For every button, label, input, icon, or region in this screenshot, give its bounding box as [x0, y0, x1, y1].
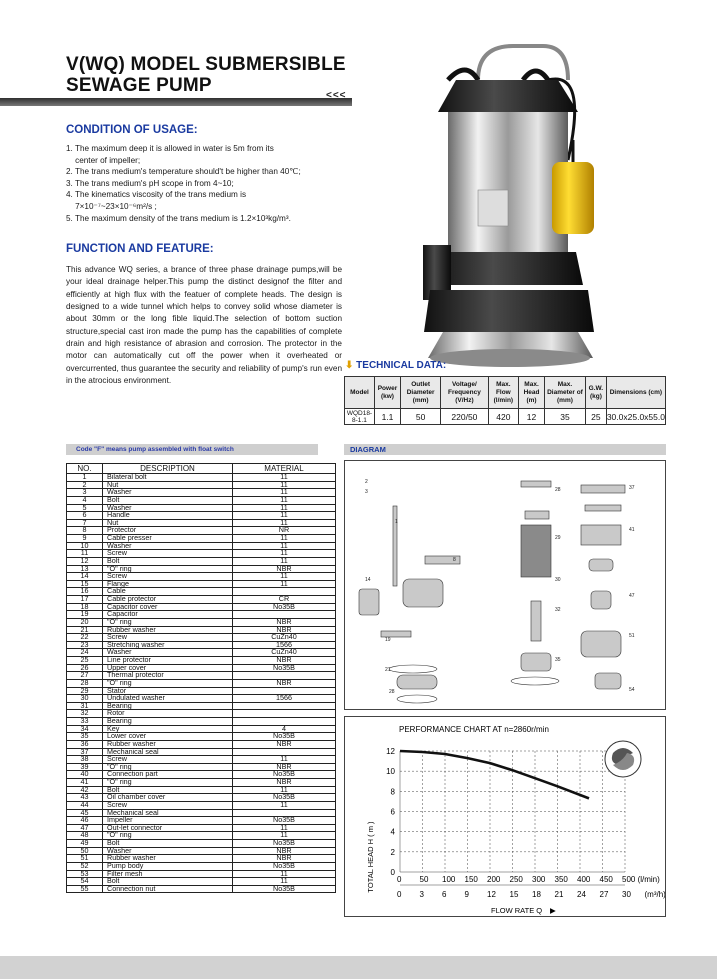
parts-cell-desc: Washer: [103, 504, 233, 512]
y-tick-label: 10: [386, 767, 395, 777]
parts-cell-no: 33: [67, 718, 103, 726]
parts-cell-no: 16: [67, 588, 103, 596]
parts-cell-mat: NBR: [233, 740, 336, 748]
parts-cell-no: 34: [67, 725, 103, 733]
parts-cell-no: 24: [67, 649, 103, 657]
parts-cell-mat: 11: [233, 489, 336, 497]
title-rule: [0, 98, 352, 106]
parts-body: [67, 474, 336, 893]
technical-header-row: [345, 377, 666, 409]
parts-cell-desc: Lower cover: [103, 733, 233, 741]
parts-cell-desc: Screw: [103, 573, 233, 581]
y-tick-labels: [386, 747, 395, 877]
parts-cell-no: 7: [67, 519, 103, 527]
technical-value-cell: 50: [401, 409, 441, 425]
y-tick-label: 2: [390, 847, 395, 857]
parts-cell-mat: NBR: [233, 847, 336, 855]
parts-cell-desc: Screw: [103, 801, 233, 809]
title-line-1: V(WQ) MODEL SUBMERSIBLE: [66, 54, 346, 75]
parts-cell-desc: Washer: [103, 542, 233, 550]
technical-value-cell: 35: [544, 409, 585, 425]
x-tick-label-lpm: 50: [419, 875, 429, 884]
parts-cell-no: 55: [67, 885, 103, 893]
x-tick-label-m3h: 30: [622, 890, 631, 899]
parts-cell-desc: Bolt: [103, 840, 233, 848]
parts-cell-mat: 11: [233, 801, 336, 809]
svg-text:35: 35: [555, 657, 561, 663]
parts-cell-mat: 1566: [233, 695, 336, 703]
parts-cell-desc: Mechanical seal: [103, 809, 233, 817]
parts-cell-mat: CuZn40: [233, 634, 336, 642]
parts-cell-mat: NBR: [233, 618, 336, 626]
technical-value-cell: 220/50: [441, 409, 488, 425]
parts-header-cell: MATERIAL: [233, 464, 336, 474]
parts-cell-desc: Bilateral bolt: [103, 474, 233, 482]
x-tick-label-lpm: 450: [599, 875, 613, 884]
parts-cell-mat: 11: [233, 512, 336, 520]
parts-cell-mat: 1566: [233, 641, 336, 649]
parts-cell-no: 5: [67, 504, 103, 512]
x-tick-labels-m3h: [397, 890, 665, 899]
parts-cell-no: 48: [67, 832, 103, 840]
parts-cell-no: 47: [67, 824, 103, 832]
parts-cell-desc: Bolt: [103, 786, 233, 794]
x-tick-label-lpm: 100: [442, 875, 456, 884]
svg-text:37: 37: [629, 485, 635, 491]
parts-cell-no: 17: [67, 596, 103, 604]
x-tick-label-lpm: 250: [509, 875, 523, 884]
parts-cell-mat: No35B: [233, 733, 336, 741]
parts-cell-mat: CuZn40: [233, 649, 336, 657]
parts-cell-mat: No35B: [233, 885, 336, 893]
technical-header-cell: Voltage/ Frequency (V/Hz): [441, 377, 488, 409]
parts-cell-mat: No35B: [233, 603, 336, 611]
parts-cell-no: 22: [67, 634, 103, 642]
parts-cell-mat: 4: [233, 725, 336, 733]
x-tick-label-m3h: 3: [419, 890, 424, 899]
y-tick-label: 8: [390, 787, 395, 797]
arrow-down-icon: ⬇: [345, 360, 354, 371]
parts-cell-mat: [233, 710, 336, 718]
parts-cell-mat: 11: [233, 519, 336, 527]
svg-text:3: 3: [365, 489, 368, 495]
parts-cell-mat: [233, 702, 336, 710]
svg-text:51: 51: [629, 633, 635, 639]
svg-text:21: 21: [385, 667, 391, 673]
parts-cell-mat: NBR: [233, 855, 336, 863]
parts-cell-mat: 11: [233, 542, 336, 550]
parts-row: [67, 885, 336, 893]
parts-cell-desc: Handle: [103, 512, 233, 520]
parts-cell-mat: NBR: [233, 626, 336, 634]
parts-cell-mat: 11: [233, 580, 336, 588]
parts-cell-mat: 11: [233, 535, 336, 543]
parts-cell-desc: Stretching washer: [103, 641, 233, 649]
parts-cell-no: 13: [67, 565, 103, 573]
footer-bar: [0, 956, 717, 979]
parts-cell-no: 11: [67, 550, 103, 558]
exploded-diagram: [344, 460, 666, 710]
condition-item: 5. The maximum density of the trans medium is 1.2×10³kg/m³.: [66, 213, 291, 223]
parts-cell-no: 25: [67, 657, 103, 665]
x-tick-label-m3h: 15: [509, 890, 519, 899]
parts-cell-desc: Bolt: [103, 557, 233, 565]
parts-cell-no: 44: [67, 801, 103, 809]
technical-value-cell: 30.0x25.0x55.0: [606, 409, 665, 425]
parts-cell-desc: Washer: [103, 489, 233, 497]
parts-cell-no: 28: [67, 679, 103, 687]
y-tick-label: 4: [390, 827, 395, 837]
parts-cell-mat: NBR: [233, 657, 336, 665]
parts-cell-desc: Impeller: [103, 817, 233, 825]
parts-cell-mat: 11: [233, 824, 336, 832]
parts-cell-mat: No35B: [233, 794, 336, 802]
technical-heading-label: TECHNICAL DATA:: [356, 360, 447, 371]
parts-cell-no: 51: [67, 855, 103, 863]
x-tick-label-m3h: 18: [532, 890, 541, 899]
x-tick-label-m3h: (m³/h): [644, 890, 665, 899]
parts-cell-no: 31: [67, 702, 103, 710]
parts-cell-desc: Protector: [103, 527, 233, 535]
parts-cell-no: 39: [67, 763, 103, 771]
parts-cell-desc: Cable presser: [103, 535, 233, 543]
x-tick-label-lpm: 200: [487, 875, 501, 884]
x-tick-label-lpm: 150: [464, 875, 478, 884]
parts-cell-no: 9: [67, 535, 103, 543]
x-tick-label-lpm: 0: [397, 875, 402, 884]
parts-cell-desc: Key: [103, 725, 233, 733]
parts-cell-desc: Nut: [103, 519, 233, 527]
parts-cell-desc: Washer: [103, 847, 233, 855]
parts-cell-desc: Upper cover: [103, 664, 233, 672]
y-tick-label: 0: [390, 868, 395, 877]
y-tick-label: 12: [386, 747, 395, 756]
technical-table: [344, 376, 666, 425]
technical-value-cell: 25: [586, 409, 607, 425]
x-tick-label-m3h: 12: [487, 890, 496, 899]
parts-cell-desc: Stator: [103, 687, 233, 695]
parts-cell-no: 38: [67, 756, 103, 764]
condition-item: 7×10⁻⁷~23×10⁻⁶m²/s ;: [66, 201, 157, 211]
parts-table: [66, 463, 336, 893]
technical-header-cell: Model: [345, 377, 375, 409]
parts-cell-mat: No35B: [233, 664, 336, 672]
parts-cell-desc: "O" ring: [103, 832, 233, 840]
x-tick-label-m3h: 9: [464, 890, 469, 899]
parts-cell-desc: Screw: [103, 550, 233, 558]
x-tick-label-m3h: 0: [397, 890, 402, 899]
parts-cell-no: 3: [67, 489, 103, 497]
technical-header-cell: G.W. (kg): [586, 377, 607, 409]
parts-cell-desc: Screw: [103, 634, 233, 642]
parts-cell-desc: Bolt: [103, 878, 233, 886]
parts-cell-mat: CR: [233, 596, 336, 604]
svg-text:29: 29: [555, 535, 561, 541]
technical-data-row: [345, 409, 666, 425]
parts-cell-desc: Connection part: [103, 771, 233, 779]
parts-cell-desc: Rubber washer: [103, 740, 233, 748]
svg-text:30: 30: [555, 577, 561, 583]
parts-cell-mat: 11: [233, 573, 336, 581]
parts-cell-no: 19: [67, 611, 103, 619]
parts-cell-desc: Mechanical seal: [103, 748, 233, 756]
diagram-heading: DIAGRAM: [344, 444, 666, 455]
parts-cell-no: 23: [67, 641, 103, 649]
svg-text:28: 28: [389, 689, 395, 695]
parts-cell-no: 8: [67, 527, 103, 535]
svg-text:28: 28: [555, 487, 561, 493]
pump-image: [418, 40, 668, 370]
chevrons: <<<: [326, 90, 347, 101]
svg-text:14: 14: [365, 577, 371, 583]
technical-header-cell: Dimensions (cm): [606, 377, 665, 409]
parts-cell-desc: "O" ring: [103, 779, 233, 787]
parts-cell-desc: Flange: [103, 580, 233, 588]
x-tick-label-lpm: 300: [532, 875, 546, 884]
parts-cell-mat: NBR: [233, 763, 336, 771]
x-tick-labels-lpm: [397, 875, 660, 885]
technical-value-cell: WQD18-8-1.1: [345, 409, 375, 425]
parts-cell-desc: Capacitor: [103, 611, 233, 619]
parts-cell-no: 2: [67, 481, 103, 489]
svg-text:19: 19: [385, 637, 391, 643]
x-tick-label-lpm: 350: [554, 875, 568, 884]
parts-cell-mat: 11: [233, 504, 336, 512]
technical-header-cell: Max. Diameter of (mm): [544, 377, 585, 409]
parts-cell-no: 35: [67, 733, 103, 741]
parts-cell-mat: 11: [233, 481, 336, 489]
parts-cell-no: 46: [67, 817, 103, 825]
parts-cell-desc: Capacitor cover: [103, 603, 233, 611]
parts-cell-no: 41: [67, 779, 103, 787]
parts-cell-no: 1: [67, 474, 103, 482]
parts-cell-no: 12: [67, 557, 103, 565]
svg-text:8: 8: [453, 557, 456, 563]
technical-header-cell: Power (kw): [374, 377, 400, 409]
parts-cell-desc: Line protector: [103, 657, 233, 665]
parts-cell-mat: No35B: [233, 817, 336, 825]
parts-cell-desc: Bearing: [103, 702, 233, 710]
x-tick-label-m3h: 27: [599, 890, 609, 899]
condition-item: 4. The kinematics viscosity of the trans medium is: [66, 190, 247, 200]
parts-cell-no: 52: [67, 862, 103, 870]
technical-header-cell: Max. Flow (l/min): [488, 377, 519, 409]
parts-cell-no: 54: [67, 878, 103, 886]
condition-item: 1. The maximum deep it is allowed in water is 5m from its: [66, 144, 274, 153]
parts-cell-mat: 11: [233, 870, 336, 878]
parts-cell-desc: Connection nut: [103, 885, 233, 893]
parts-cell-no: 4: [67, 496, 103, 504]
parts-cell-mat: No35B: [233, 840, 336, 848]
exploded-diagram-drawing: [345, 461, 665, 709]
parts-cell-mat: 11: [233, 878, 336, 886]
code-note: Code "F" means pump assembled with float switch: [66, 444, 318, 455]
performance-chart-svg: [345, 717, 665, 916]
parts-header-cell: DESCRIPTION: [103, 464, 233, 474]
technical-header-cell: Outlet Diameter (mm): [401, 377, 441, 409]
performance-chart: [344, 716, 666, 917]
svg-text:54: 54: [629, 687, 635, 693]
parts-cell-mat: NBR: [233, 679, 336, 687]
parts-cell-no: 50: [67, 847, 103, 855]
parts-cell-desc: Washer: [103, 649, 233, 657]
x-tick-label-m3h: 24: [577, 890, 586, 899]
condition-heading: CONDITION OF USAGE:: [66, 124, 198, 136]
parts-cell-no: 49: [67, 840, 103, 848]
feature-text: This advance WQ series, a brance of three phase drainage pumps,will be your ideal drainage helper.This pump the distinct designof the filter and efficiently at high flux with the featuer of complete heads. The design is designed to a wide tunnel which helps to convey solid whose diameter is about 30mm or the long fible liquid.The selection of bottom suction structure,special cast iron made the pump has the capabilities of complete drain and high resistance of abrasion and corrosion. The protector in the motor can automatically cut off the power when it overheated or overcurrented, thus guarantee the security and reliability of pump's run even in the atrocious environment.: [66, 265, 342, 386]
parts-cell-no: 40: [67, 771, 103, 779]
x-tick-label-lpm: 500 (l/min): [622, 875, 660, 884]
parts-cell-desc: Pump body: [103, 862, 233, 870]
condition-item: center of impeller;: [66, 155, 141, 165]
parts-cell-no: 36: [67, 740, 103, 748]
parts-cell-no: 42: [67, 786, 103, 794]
parts-cell-desc: Rubber washer: [103, 855, 233, 863]
parts-cell-desc: Thermal protector: [103, 672, 233, 680]
x-tick-label-m3h: 21: [554, 890, 564, 899]
parts-cell-no: 43: [67, 794, 103, 802]
x-tick-label-lpm: 400: [577, 875, 591, 884]
parts-cell-mat: NR: [233, 527, 336, 535]
technical-heading: [345, 360, 446, 371]
parts-cell-desc: Undulated washer: [103, 695, 233, 703]
parts-cell-desc: Filter mesh: [103, 870, 233, 878]
parts-cell-mat: No35B: [233, 771, 336, 779]
parts-cell-desc: "O" ring: [103, 763, 233, 771]
technical-value-cell: 1.1: [374, 409, 400, 425]
logo-icon: [605, 741, 641, 777]
parts-cell-no: 32: [67, 710, 103, 718]
svg-text:32: 32: [555, 607, 561, 613]
parts-cell-mat: 11: [233, 786, 336, 794]
parts-cell-no: 45: [67, 809, 103, 817]
technical-header-cell: Max. Head (m): [519, 377, 545, 409]
parts-cell-no: 30: [67, 695, 103, 703]
condition-list: [66, 143, 336, 224]
parts-cell-mat: 11: [233, 474, 336, 482]
parts-cell-mat: 11: [233, 832, 336, 840]
x-axis-label: FLOW RATE Q: [491, 906, 543, 915]
parts-cell-no: 15: [67, 580, 103, 588]
parts-cell-no: 27: [67, 672, 103, 680]
parts-cell-no: 53: [67, 870, 103, 878]
parts-cell-desc: Rubber washer: [103, 626, 233, 634]
condition-item: 3. The trans medium's pH scope in from 4~10;: [66, 178, 234, 188]
feature-heading: FUNCTION AND FEATURE:: [66, 243, 214, 255]
parts-cell-desc: "O" ring: [103, 618, 233, 626]
svg-text:47: 47: [629, 593, 635, 599]
parts-cell-no: 20: [67, 618, 103, 626]
y-axis-label: TOTAL HEAD H ( m ): [366, 821, 375, 893]
svg-text:1: 1: [395, 519, 398, 525]
condition-item: 2. The trans medium's temperature should't be higher than 40℃;: [66, 167, 301, 177]
parts-cell-no: 21: [67, 626, 103, 634]
title-text: [66, 54, 346, 96]
x-axis-arrow-icon: ▶: [550, 906, 556, 915]
parts-header-cell: NO.: [67, 464, 103, 474]
parts-cell-desc: "O" ring: [103, 565, 233, 573]
svg-text:41: 41: [629, 527, 635, 533]
y-tick-label: 6: [390, 807, 395, 817]
parts-cell-desc: Cable: [103, 588, 233, 596]
parts-cell-no: 26: [67, 664, 103, 672]
parts-cell-desc: Out-let connector: [103, 824, 233, 832]
svg-text:2: 2: [365, 479, 368, 485]
parts-cell-desc: Screw: [103, 756, 233, 764]
technical-value-cell: 12: [519, 409, 545, 425]
parts-cell-mat: 11: [233, 557, 336, 565]
parts-cell-desc: Bearing: [103, 718, 233, 726]
parts-cell-desc: Rotor: [103, 710, 233, 718]
parts-cell-desc: Nut: [103, 481, 233, 489]
parts-cell-mat: 11: [233, 756, 336, 764]
x-tick-label-m3h: 6: [442, 890, 447, 899]
title-line-2: SEWAGE PUMP: [66, 75, 212, 96]
parts-cell-no: 6: [67, 512, 103, 520]
parts-cell-mat: NBR: [233, 565, 336, 573]
parts-cell-mat: No35B: [233, 862, 336, 870]
parts-cell-mat: 11: [233, 496, 336, 504]
parts-cell-desc: Oil chamber cover: [103, 794, 233, 802]
parts-cell-desc: Cable protector: [103, 596, 233, 604]
parts-cell-no: 29: [67, 687, 103, 695]
chart-title: PERFORMANCE CHART AT n=2860r/min: [399, 725, 549, 734]
parts-cell-mat: NBR: [233, 779, 336, 787]
parts-cell-desc: "O" ring: [103, 679, 233, 687]
technical-value-cell: 420: [488, 409, 519, 425]
parts-cell-mat: 11: [233, 550, 336, 558]
parts-cell-no: 10: [67, 542, 103, 550]
parts-cell-no: 14: [67, 573, 103, 581]
parts-cell-no: 18: [67, 603, 103, 611]
parts-cell-no: 37: [67, 748, 103, 756]
parts-cell-desc: Bolt: [103, 496, 233, 504]
